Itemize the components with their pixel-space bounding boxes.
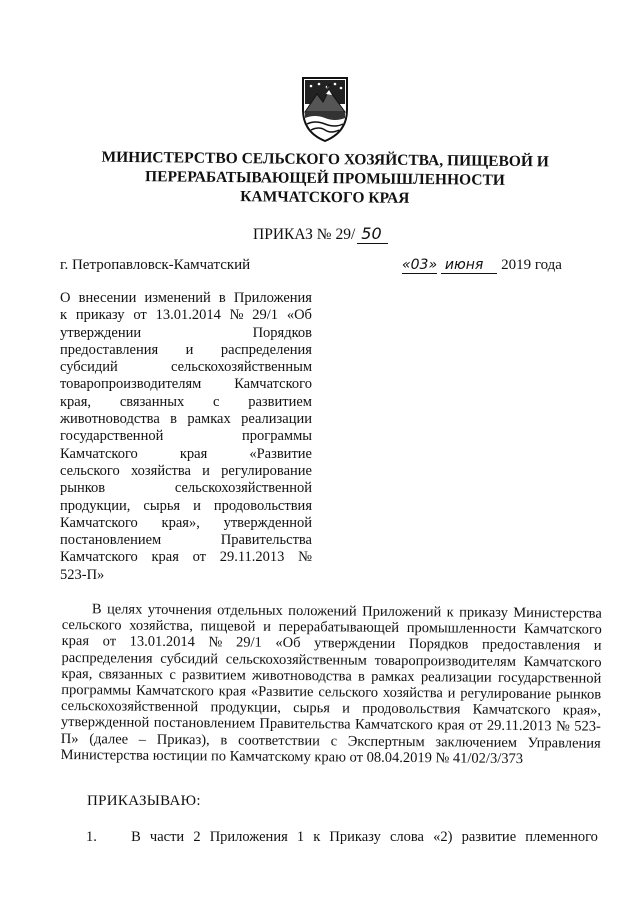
word: края [61,633,90,650]
word: связанных [98,666,164,683]
word: товаропроизводителям [374,652,517,670]
word: в [218,290,226,306]
word: сельского [61,617,122,634]
word: Приказу [329,829,381,845]
word: сельского [318,684,379,701]
word: 29.11.2013 [486,718,552,735]
subject-line [60,342,312,359]
word: «Развитие [249,445,312,462]
item-number: 1. [86,829,97,845]
word: сырья [143,497,181,514]
word: животноводства [60,411,160,428]
word: приказу [75,307,125,324]
word: Камчатского [60,549,138,566]
word: О [60,290,71,306]
word: развитие [461,829,517,845]
word: края [179,445,208,462]
word: В [91,601,102,618]
word: Правительства [220,532,312,549]
word: товаропроизводителям [60,376,202,393]
word: перерабатывающей [278,619,400,637]
word: утверждении [314,635,396,653]
word: государственной [60,428,164,445]
word: Приложения [233,290,312,306]
word: края», [161,514,200,531]
date-month-handwritten: июня [441,257,497,274]
word: части [149,829,185,845]
word: с [169,666,176,683]
subject-line [60,446,312,463]
order-title [253,224,388,244]
word: Камчатского [135,682,214,700]
decree-word: ПРИКАЗЫВАЮ: [87,793,201,809]
word: животноводства [251,667,352,685]
word: Правительства [259,716,351,733]
word: «Об [275,635,301,652]
word: продовольствия [362,700,461,718]
word: рынков [60,480,106,497]
paragraph-line [61,747,601,768]
word: и [447,685,456,702]
word: Приложений [362,603,442,621]
text-fragment: 523-П» [60,566,105,583]
subject-line [60,394,312,411]
word: связанных [119,393,185,410]
word: субсидий [60,359,118,376]
word: утвержденной [223,514,312,531]
text-fragment: Министерства юстиции по Камчатскому краю от 08.04.2019 № 41/02/3/373 [60,746,524,767]
word: целях [106,601,143,618]
word: Камчатского [60,445,138,462]
word: слова [389,829,424,845]
word: положений [288,602,357,620]
word: рамках [371,668,415,685]
word: сельскохозяйственной [61,698,199,716]
word: племенного [525,829,598,845]
order-date [402,257,562,274]
word: от [133,307,147,324]
word: продукции, [210,699,281,717]
word: № [298,549,312,566]
word: № [555,718,570,735]
word: от [192,549,207,566]
word: 13.01.2014 [155,307,221,324]
word: развитием [181,666,246,684]
word: хозяйства [130,462,191,479]
order-label: ПРИКАЗ № 29/ [253,226,356,243]
word: к [313,829,321,845]
word: края [437,717,465,734]
word: в [220,732,228,749]
word: от [468,717,483,735]
subject-line [60,307,312,324]
word: отдельных [217,602,283,619]
word: с [213,393,220,410]
word: с [330,732,338,750]
ministry-line: МИНИСТЕРСТВО СЕЛЬСКОГО ХОЗЯЙСТВА, ПИЩЕВОЙ И [101,148,549,171]
subject-line [60,549,312,566]
word: и [202,462,210,479]
subject-line [60,567,312,584]
word: продукции, [60,497,131,514]
word: края, [61,665,93,683]
order-subject [60,290,312,584]
word: 29/1 [235,634,262,652]
word: предоставления [481,637,581,654]
order-number-handwritten: 50 [357,224,387,244]
word: утверждении [60,324,142,341]
word: 29.11.2013 [219,549,285,566]
word: края, [60,393,92,410]
word: (далее [89,730,129,748]
coat-of-arms-icon [297,74,353,144]
word: субсидий [160,650,219,667]
word: сельскохозяйственным [225,651,367,669]
word: сельскохозяйственным [170,359,312,376]
word: Камчатского [354,716,433,734]
word: Экспертным [347,733,425,750]
word: Камчатского [523,653,602,671]
word: хозяйства [382,684,443,702]
word: Порядков [252,324,312,341]
subject-line [60,498,312,515]
word: соответствии [237,732,320,749]
word: распределения [220,341,312,358]
word: и [193,497,201,514]
date-day-handwritten: 03 [410,257,429,273]
subject-line [60,411,312,428]
date-close-quote: » [428,257,438,273]
subject-line [60,532,312,549]
subject-line [60,428,312,445]
word: к [446,604,454,621]
ministry-name [100,148,551,210]
date-year: 2019 года [501,257,562,273]
word: Камчатского [234,376,312,393]
word: распределения [61,649,153,667]
word: Порядков [408,636,469,653]
word: сырья [293,700,330,717]
word: регулирование [460,685,552,703]
word: края [218,683,247,700]
word: изменений [144,290,211,306]
word: и [593,638,602,655]
word: хозяйства, [129,617,193,635]
subject-line [60,463,312,480]
word: государственной [497,669,602,687]
word: Приложения [209,829,288,845]
word: программы [242,428,312,445]
word: сельскохозяйственной [174,480,312,497]
subject-line [60,359,312,376]
subject-line [60,290,312,307]
word: и [185,341,194,358]
word: «2) [433,829,453,845]
word: заключением [435,733,518,751]
word: постановлением [60,532,162,549]
date-open-quote: « [402,257,411,273]
word: внесении [78,290,137,306]
word: П» [60,730,79,747]
place-of-issue: г. Петропавловск-Камчатский [60,257,251,273]
word: от [102,633,117,650]
word: рамках [187,411,231,428]
word: В [131,829,141,845]
word: № [229,307,244,324]
word: реализации [420,668,492,686]
word: 523- [574,718,601,736]
ministry-line: ПЕРЕРАБАТЫВАЮЩЕЙ ПРОМЫШЛЕННОСТИ [145,168,505,189]
word: в [170,411,177,428]
word: Камчатского [60,514,138,531]
word: предоставления [60,341,159,358]
word: программы [61,682,132,699]
word: 29/1 [252,307,279,324]
preamble-paragraph [61,601,602,768]
word: Камчатского [472,701,551,719]
subject-line [60,515,312,532]
word: Приказ), [156,731,210,748]
word: Управления [527,734,601,752]
word: «Об [286,307,312,324]
subject-line [60,325,312,342]
word: реализации [241,411,312,428]
subject-line [60,376,312,393]
word: к [60,307,68,324]
word: 1 [296,829,305,845]
word: развитием [248,393,312,410]
word: рынков [555,686,602,703]
word: утвержденной [60,714,150,732]
word: продовольствия [213,497,312,514]
word: № [208,634,223,651]
ministry-line: КАМЧАТСКОГО КРАЯ [240,188,410,207]
word: 13.01.2014 [129,633,196,651]
list-item [86,829,598,846]
word: – [138,731,147,748]
word: сельского [60,462,120,479]
word: промышленности [406,620,517,638]
word: края», [562,702,602,719]
word: пищевой [200,618,256,635]
word: регулирование [221,462,312,479]
word: «Развитие [250,683,314,701]
word: и [342,700,351,717]
word: края [151,549,179,566]
word: в [358,668,366,685]
word: и [263,618,272,636]
word: 2 [193,829,201,845]
word: Министерства [513,604,602,622]
word: Камчатского [523,621,602,638]
word: уточнения [147,601,212,619]
word: приказу [459,604,508,621]
word: постановлением [153,715,256,733]
subject-line [60,480,312,497]
